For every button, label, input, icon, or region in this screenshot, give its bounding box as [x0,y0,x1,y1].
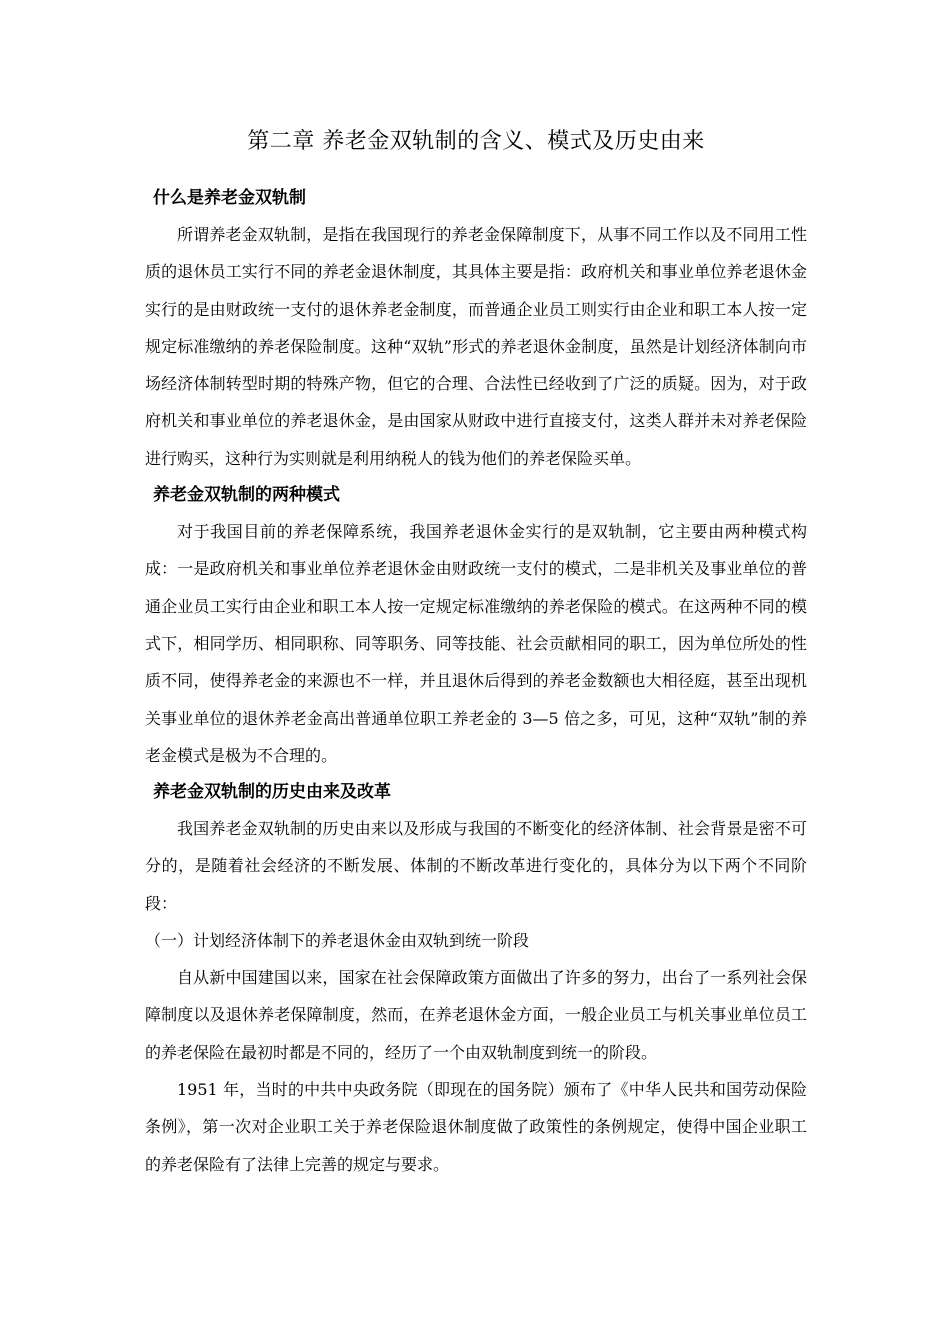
paragraph-two-modes: 对于我国目前的养老保障系统，我国养老退休金实行的是双轨制，它主要由两种模式构成：一是政府机关和事业单位养老退休金由财政统一支付的模式，二是非机关及事业单位的普通企业员工实行由企业和职工本人按一定规定标准缴纳的养老保险的模式。在这两种不同的模式下，相同学历、相同职称、同等职务、同等技能、社会贡献相同的职工，因为单位所处的性质不同，使得养老金的来源也不一样，并且退休后得到的养老金数额也大相径庭，甚至出现机关事业单位的退休养老金高出普通单位职工养老金的 3—5 倍之多，可见，这种“双轨”制的养老金模式是极为不合理的。 [145,522,807,765]
paragraph-history-intro: 我国养老金双轨制的历史由来以及形成与我国的不断变化的经济体制、社会背景是密不可分的，是随着社会经济的不断发展、体制的不断改革进行变化的，具体分为以下两个不同阶段： [145,819,807,913]
paragraph-planned-economy-stage: 自从新中国建国以来，国家在社会保障政策方面做出了许多的努力，出台了一系列社会保障制度以及退休养老保障制度，然而，在养老退休金方面，一般企业员工与机关事业单位员工的养老保险在最初时都是不同的，经历了一个由双轨制度到统一的阶段。 [145,968,807,1062]
section-heading-definition: 什么是养老金双轨制 [153,188,306,208]
section-heading-two-modes: 养老金双轨制的两种模式 [153,485,340,506]
chapter-title: 第二章 养老金双轨制的含义、模式及历史由来 [247,129,705,154]
subheading-planned-economy-stage: （一）计划经济体制下的养老退休金由双轨到统一阶段 [145,931,530,951]
document-body [145,126,807,1183]
section-heading-history: 养老金双轨制的历史由来及改革 [153,782,391,803]
paragraph-definition: 所谓养老金双轨制，是指在我国现行的养老金保障制度下，从事不同工作以及不同用工性质的退休员工实行不同的养老金退休制度，其具体主要是指：政府机关和事业单位养老退休金实行的是由财政统一支付的退休养老金制度，而普通企业员工则实行由企业和职工本人按一定规定标准缴纳的养老保险制度。这种“双轨”形式的养老退休金制度，虽然是计划经济体制向市场经济体制转型时期的特殊产物，但它的合理、合法性已经收到了广泛的质疑。因为，对于政府机关和事业单位的养老退休金，是由国家从财政中进行直接支付，这类人群并未对养老保险进行购买，这种行为实则就是利用纳税人的钱为他们的养老保险买单。 [145,225,807,468]
paragraph-1951-regulation: 1951 年，当时的中共中央政务院（即现在的国务院）颁布了《中华人民共和国劳动保险条例》，第一次对企业职工关于养老保险退休制度做了政策性的条例规定，使得中国企业职工的养老保险有了法律上完善的规定与要求。 [145,1079,807,1174]
